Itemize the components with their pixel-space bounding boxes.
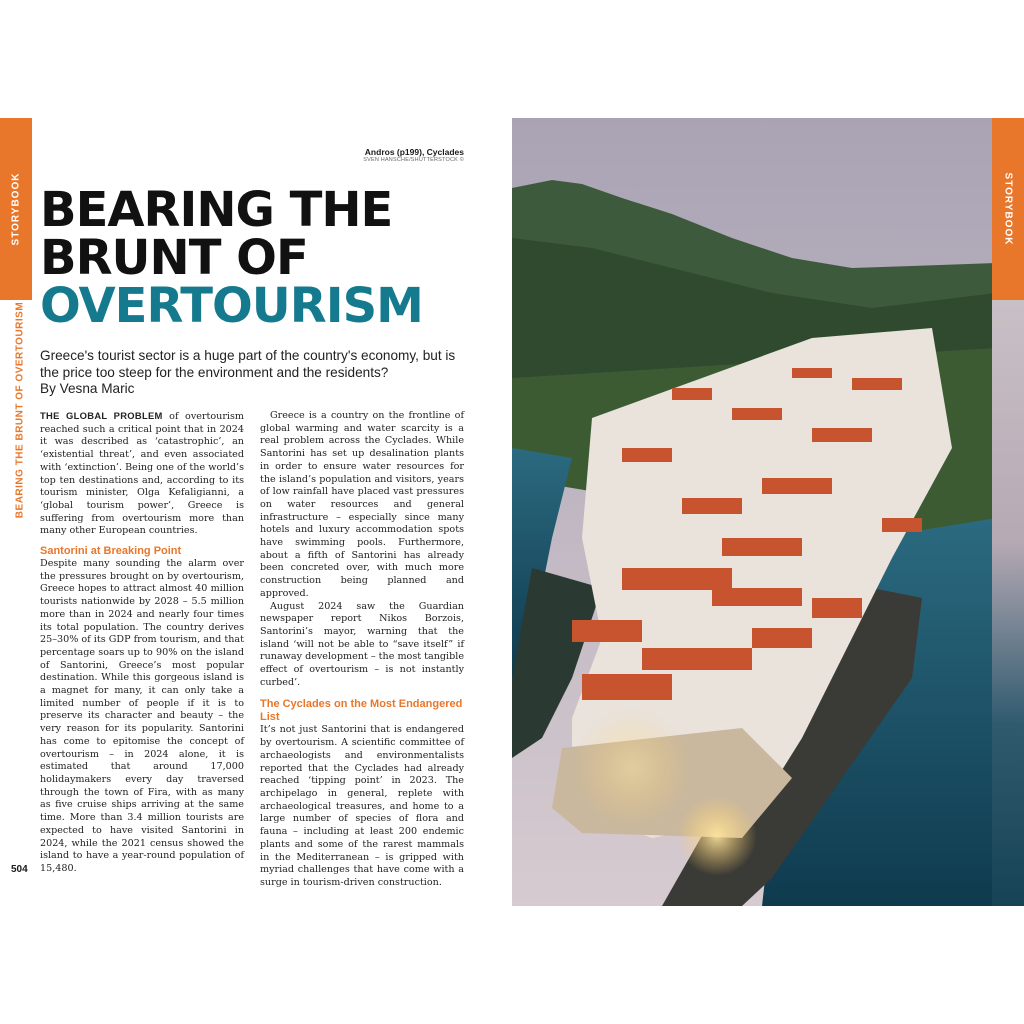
- page-number: 504: [11, 864, 28, 875]
- paragraph: Greece is a country on the frontline of global warming and water scarcity is a real problem across the Cyclades. While Santorini has set up desalination plants in order to ensure water resources for the island’s population and visitors, years of low rainfall have placed vast pressures on water resources and general infrastructure – especially since many hotels and luxury accommodation spots have swimming pools. Furthermore, about a fifth of Santorini has already been concreted over, with much more construction being planned and approved.: [260, 410, 464, 599]
- paragraph: [40, 410, 244, 538]
- lead-in: THE GLOBAL PROBLEM: [40, 410, 163, 421]
- hero-photo: [512, 118, 996, 906]
- paragraph: August 2024 saw the Guardian newspaper report Nikos Borzois, Santorini’s mayor, warning that the island ‘will not be able to “save itself” if runaway development – the most tangible effect of overtourism – is not instantly curbed’.: [260, 600, 464, 688]
- caption-title: Andros (p199), Cyclades: [364, 147, 464, 157]
- photo-caption: [330, 147, 464, 163]
- standfirst-text: Greece's tourist sector is a huge part of the country's economy, but is the price too steep for the environment and the residents?: [40, 348, 456, 380]
- paragraph: Despite many sounding the alarm over the pressures brought on by overtourism, Greece hopes to attract almost 40 million tourists nationwide by 2028 – 5.5 million more than in 2024 and nearly four times its total population. The country derives 25–30% of its GDP from tourism, and that percentage soars up to 90% on the island of Santorini, Greece’s most popular destination. While this gorgeous island is a magnet for many, it can only take a limited number of people if it is to preserve its character and beauty – the very reason for its popularity. Santorini has come to epitomise the concept of overtourism – in 2024 alone, it is estimated that around 17,000 holidaymakers every day traversed through the town of Fira, with as many as five cruise ships arriving at the same time. More than 3.4 million tourists are expected to have visited Santorini in 2024, while the 2021 census showed the island to have a year-round population of 15,480.: [40, 558, 244, 874]
- section-tab-right: [992, 118, 1024, 300]
- paragraph: It’s not just Santorini that is endangered by overtourism. A scientific committee of archaeologists and environmentalists reported that the Cyclades had already reached ‘tipping point’ in 2023. The archipelago in general, replete with archaeological treasures, and home to a large number of species of flora and fauna – including at least 200 endemic plants and some of the rarest mammals in the Mediterranean – is gripped with myriad challenges that have come with a surge in tourism-driven construction.: [260, 724, 464, 888]
- headline-line-2: BRUNT OF: [40, 230, 308, 286]
- standfirst: [40, 348, 470, 398]
- byline: By Vesna Maric: [40, 381, 135, 396]
- paragraph-text: of overtourism reached such a critical point that in 2024 it was described as ‘catastrophic’, an ‘existential threat’, and even associated with ‘extinction’. Being one of the world’s top ten destinations and, according to its tourism minister, Olga Kefaligianni, a ‘global tourism power’, Greece is suffering from overtourism more than many other European countries.: [40, 411, 244, 537]
- aerial-town-illustration: [512, 118, 996, 906]
- headline-line-3: OVERTOURISM: [40, 278, 423, 334]
- article-column-1: [40, 410, 244, 876]
- section-tab: [0, 118, 32, 300]
- subheading: The Cyclades on the Most Endangered List: [260, 698, 463, 724]
- headline-line-1: BEARING THE: [40, 182, 393, 238]
- section-tab-right-label: STORYBOOK: [1002, 172, 1014, 246]
- running-head: BEARING THE BRUNT OF OVERTOURISM: [14, 301, 26, 519]
- photo-bleed-strip: [992, 300, 1024, 906]
- headline: [40, 182, 500, 334]
- caption-credit: SVEN HANSCHE/SHUTTERSTOCK ©: [363, 157, 464, 163]
- subheading: Santorini at Breaking Point: [40, 545, 182, 558]
- section-tab-label: STORYBOOK: [10, 172, 22, 246]
- article-column-2: [260, 410, 464, 890]
